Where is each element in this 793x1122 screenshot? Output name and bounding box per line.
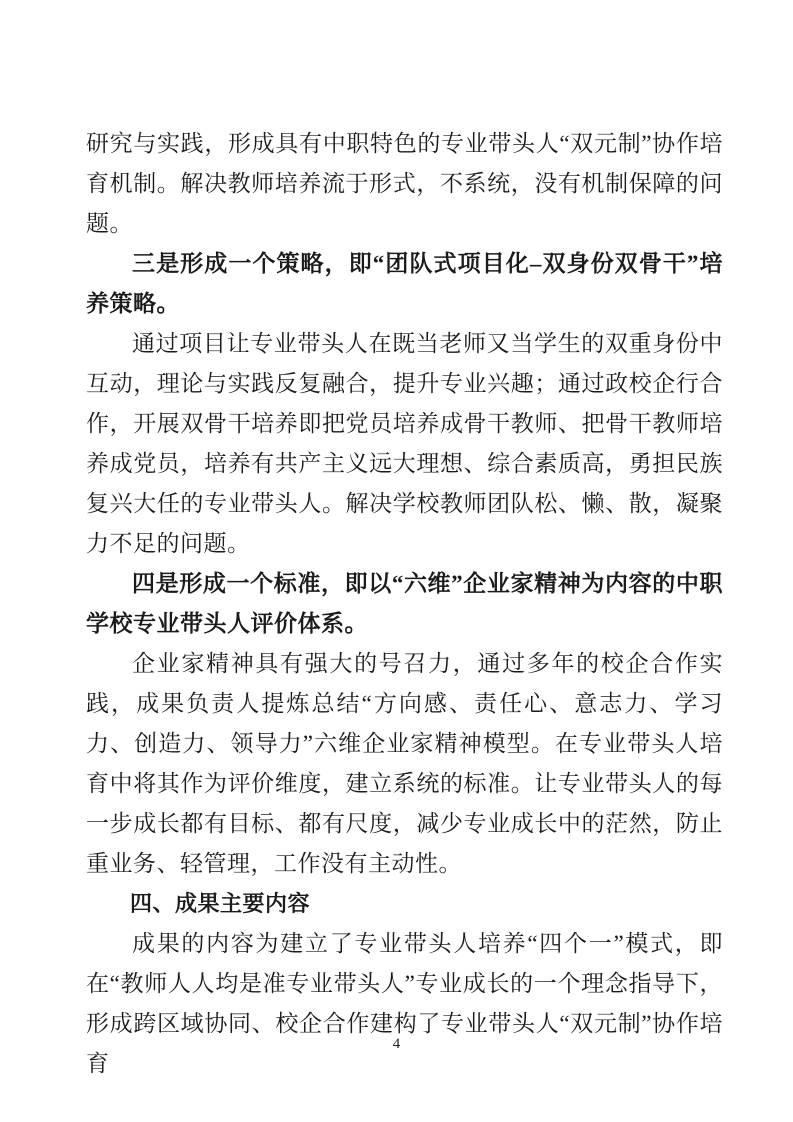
paragraph-entrepreneur-spirit-model: 企业家精神具有强大的号召力，通过多年的校企合作实践，成果负责人提炼总结“方向感、责任心、意志力、学习力、创造力、领导力”六维企业家精神模型。在专业带头人培育中将其作为评价维度，建立系统的标准。让专业带头人的每一步成长都有目标、都有尺度，减少专业成长中的茫然，防止重业务、轻管理，工作没有主动性。 [86,651,723,876]
heading-fourth-standard: 四是形成一个标准，即以“六维”企业家精神为内容的中职学校专业带头人评价体系。 [86,571,723,636]
heading-third-strategy: 三是形成一个策略，即“团队式项目化–双身份双骨干”培养策略。 [86,251,723,316]
paragraph-four-in-one-model: 成果的内容为建立了专业带头人培养“四个一”模式，即在“教师人人均是准专业带头人”专业成长的一个理念指导下，形成跨区域协同、校企合作建构了专业带头人“双元制”协作培育 [86,931,723,1076]
paragraph-dual-system-mechanism: 研究与实践，形成具有中职特色的专业带头人“双元制”协作培育机制。解决教师培养流于形式，不系统，没有机制保障的问题。 [86,131,723,236]
section-heading-main-content: 四、成果主要内容 [130,891,311,916]
paragraph-project-dual-backbone: 通过项目让专业带头人在既当老师又当学生的双重身份中互动，理论与实践反复融合，提升专业兴趣；通过政校企行合作，开展双骨干培养即把党员培养成骨干教师、把骨干教师培养成党员，培养有共产主义远大理想、综合素质高，勇担民族复兴大任的专业带头人。解决学校教师团队松、懒、散，凝聚力不足的问题。 [86,331,723,556]
page-number: 4 [392,1036,401,1052]
page-body [86,124,723,1084]
